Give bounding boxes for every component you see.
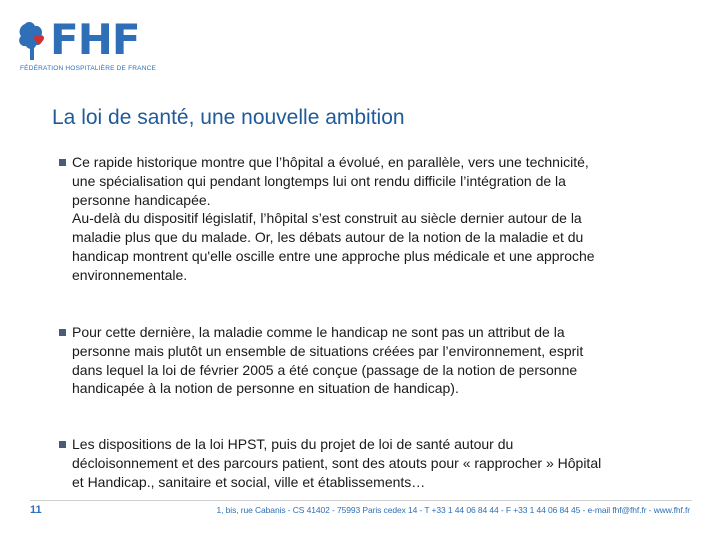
tree-heart-icon [16,16,50,62]
bullet-square-icon [59,159,66,166]
bullet-text: Ce rapide historique montre que l’hôpital a évolué, en parallèle, vers une technicité, une spécialisation qui pendant longtemps lui ont rendu difficile l’intégration de la personne handicapée. Au-delà du dispositif législatif, l’hôpital s’est construit au siècle dernier autour de la maladie plus que du malade. Or, les débats autour de la notion de la maladie et du handicap montrent qu'elle oscille entre une approche plus médicale et une approche environnementale. [72,154,595,283]
bullet-item [59,153,679,285]
footer-divider [30,500,692,501]
logo-subtitle: FÉDÉRATION HOSPITALIÈRE DE FRANCE [20,65,157,72]
bullet-text: Les dispositions de la loi HPST, puis du projet de loi de santé autour du décloisonnement et des parcours patient, sont des atouts pour « rapprocher » Hôpital et Handicap., sanitaire et social, ville et établissements… [72,436,602,490]
bullet-text: Pour cette dernière, la maladie comme le handicap ne sont pas un attribut de la personne mais plutôt un ensemble de situations créées par l’environnement, esprit dans lequel la loi de février 2005 a été conçue (passage de la notion de personne handicapée à la notion de personne en situation de handicap). [72,324,584,397]
bullet-item [59,435,679,491]
bullet-item [59,323,679,398]
logo-wordmark: FHF [50,15,140,64]
footer-address: 1, bis, rue Cabanis - CS 41402 - 75993 Paris cedex 14 - T +33 1 44 06 84 44 - F +33 1 44 06 84 45 - e-mail fhf@fhf.fr - www.fhf.fr [216,505,690,515]
page-number: 11 [30,504,42,516]
slide-title: La loi de santé, une nouvelle ambition [52,106,405,129]
fhf-logo [16,14,157,76]
bullet-square-icon [59,329,66,336]
bullet-square-icon [59,441,66,448]
